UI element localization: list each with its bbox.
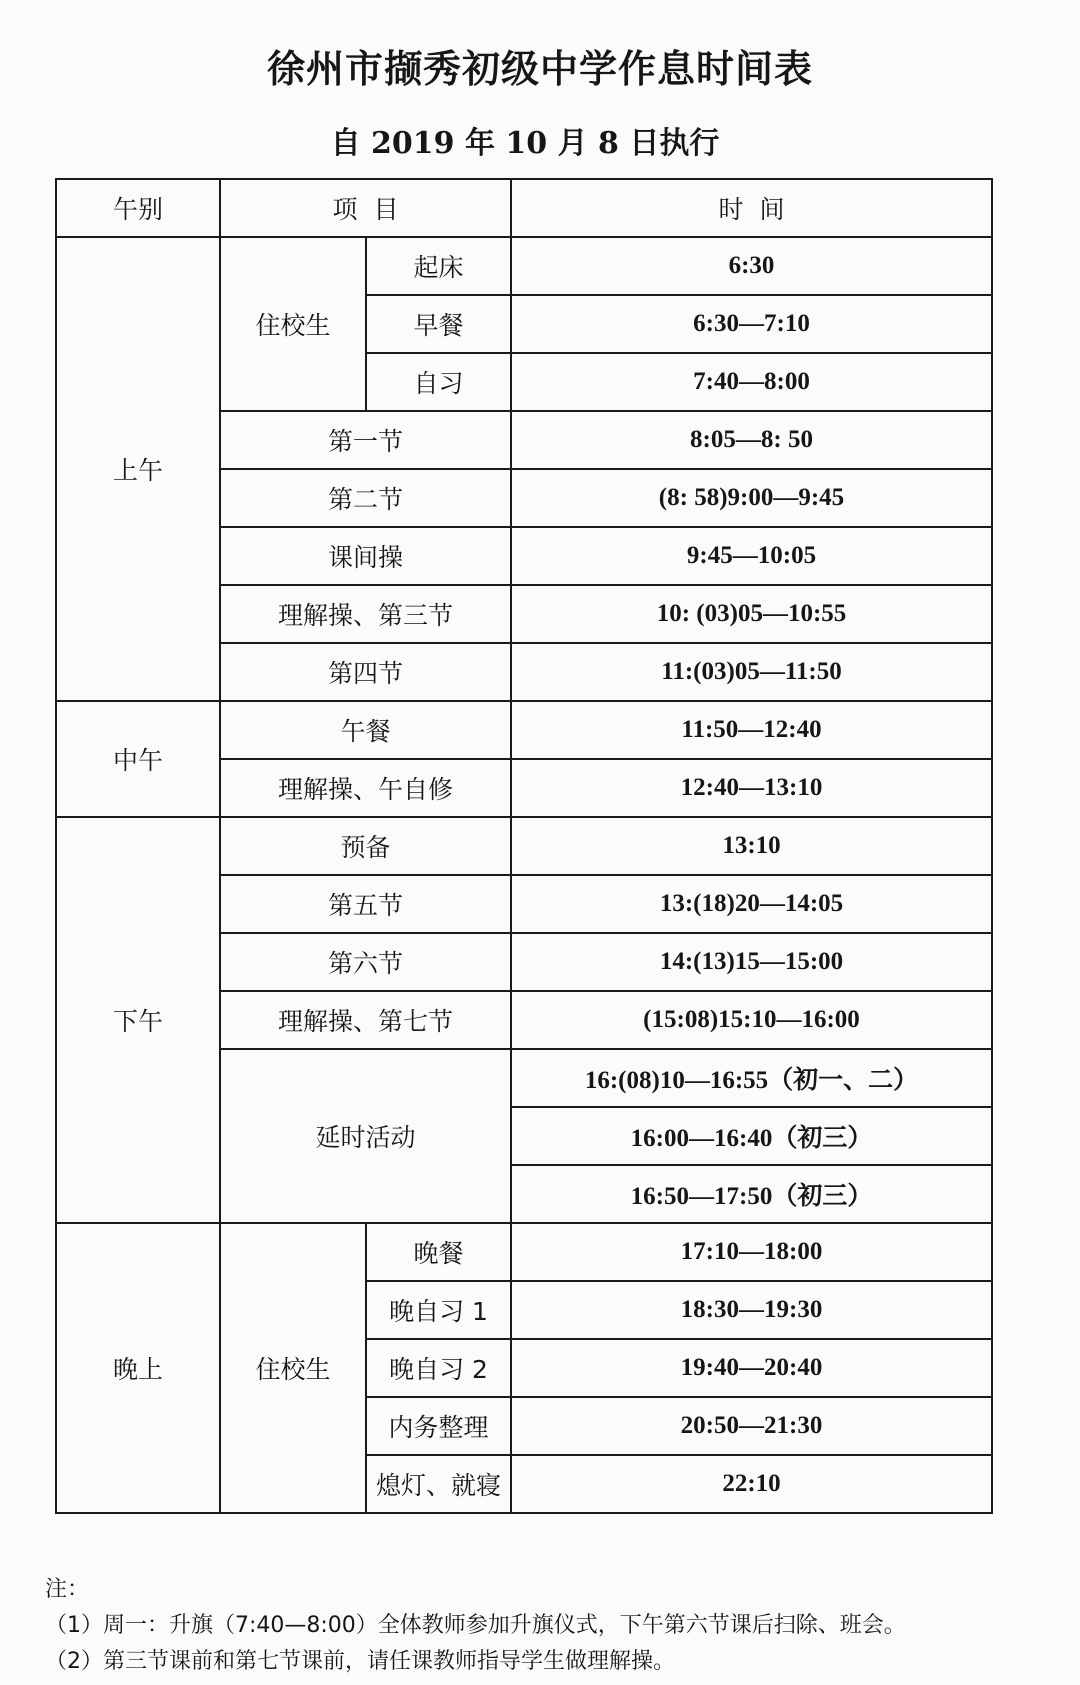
- item-cell: 理解操、第三节: [220, 585, 511, 643]
- time-cell: 17:10—18:00: [511, 1223, 992, 1281]
- item-cell: 预备: [220, 817, 511, 875]
- item-cell: 课间操: [220, 527, 511, 585]
- item-cell: 晚自习 2: [366, 1339, 511, 1397]
- time-cell: 13:10: [511, 817, 992, 875]
- time-cell: 16:50—17:50（初三）: [511, 1165, 992, 1223]
- time-cell: 7:40—8:00: [511, 353, 992, 411]
- schedule-table: [55, 178, 993, 1514]
- time-cell: 14:(13)15—15:00: [511, 933, 992, 991]
- notes-section: [45, 1572, 1065, 1680]
- time-cell: 20:50—21:30: [511, 1397, 992, 1455]
- item-cell: 第一节: [220, 411, 511, 469]
- time-cell: 22:10: [511, 1455, 992, 1513]
- item-cell: 第五节: [220, 875, 511, 933]
- item-cell: 晚餐: [366, 1223, 511, 1281]
- time-cell: 11:50—12:40: [511, 701, 992, 759]
- period-evening: 晚上: [56, 1223, 220, 1513]
- item-cell: 第六节: [220, 933, 511, 991]
- group-boarders: 住校生: [220, 237, 366, 411]
- document-title: 徐州市撷秀初级中学作息时间表: [266, 47, 813, 91]
- item-extended-activity: 延时活动: [220, 1049, 511, 1223]
- item-cell: 自习: [366, 353, 511, 411]
- notes-label: 注：: [45, 1577, 90, 1602]
- time-cell: 10: (03)05—10:55: [511, 585, 992, 643]
- item-cell: 理解操、午自修: [220, 759, 511, 817]
- table-row: [56, 701, 992, 759]
- note-item: （1）周一：升旗（7:40—8:00）全体教师参加升旗仪式，下午第六节课后扫除、班会。: [45, 1613, 906, 1638]
- period-morning: 上午: [56, 237, 220, 701]
- time-cell: 12:40—13:10: [511, 759, 992, 817]
- note-item: （2）第三节课前和第七节课前，请任课教师指导学生做理解操。: [45, 1649, 675, 1674]
- effective-date: 自 2019 年 10 月 8 日执行: [330, 126, 720, 161]
- table-header-row: [56, 179, 992, 237]
- header-period: 午别: [56, 179, 220, 237]
- time-cell: 18:30—19:30: [511, 1281, 992, 1339]
- time-cell: 13:(18)20—14:05: [511, 875, 992, 933]
- table-row: [56, 1223, 992, 1281]
- period-afternoon: 下午: [56, 817, 220, 1223]
- item-cell: 熄灯、就寝: [366, 1455, 511, 1513]
- item-cell: 内务整理: [366, 1397, 511, 1455]
- time-cell: 8:05—8: 50: [511, 411, 992, 469]
- period-noon: 中午: [56, 701, 220, 817]
- table-row: [56, 237, 992, 295]
- header-item: 项 目: [220, 179, 511, 237]
- header-time: 时 间: [511, 179, 992, 237]
- time-cell: 16:(08)10—16:55（初一、二）: [511, 1049, 992, 1107]
- group-boarders: 住校生: [220, 1223, 366, 1513]
- table-row: [56, 817, 992, 875]
- time-cell: 11:(03)05—11:50: [511, 643, 992, 701]
- time-cell: 6:30: [511, 237, 992, 295]
- time-cell: 16:00—16:40（初三）: [511, 1107, 992, 1165]
- item-cell: 第二节: [220, 469, 511, 527]
- item-cell: 起床: [366, 237, 511, 295]
- time-cell: (8: 58)9:00—9:45: [511, 469, 992, 527]
- item-cell: 理解操、第七节: [220, 991, 511, 1049]
- item-cell: 第四节: [220, 643, 511, 701]
- item-cell: 午餐: [220, 701, 511, 759]
- item-cell: 晚自习 1: [366, 1281, 511, 1339]
- time-cell: 9:45—10:05: [511, 527, 992, 585]
- time-cell: (15:08)15:10—16:00: [511, 991, 992, 1049]
- time-cell: 19:40—20:40: [511, 1339, 992, 1397]
- item-cell: 早餐: [366, 295, 511, 353]
- time-cell: 6:30—7:10: [511, 295, 992, 353]
